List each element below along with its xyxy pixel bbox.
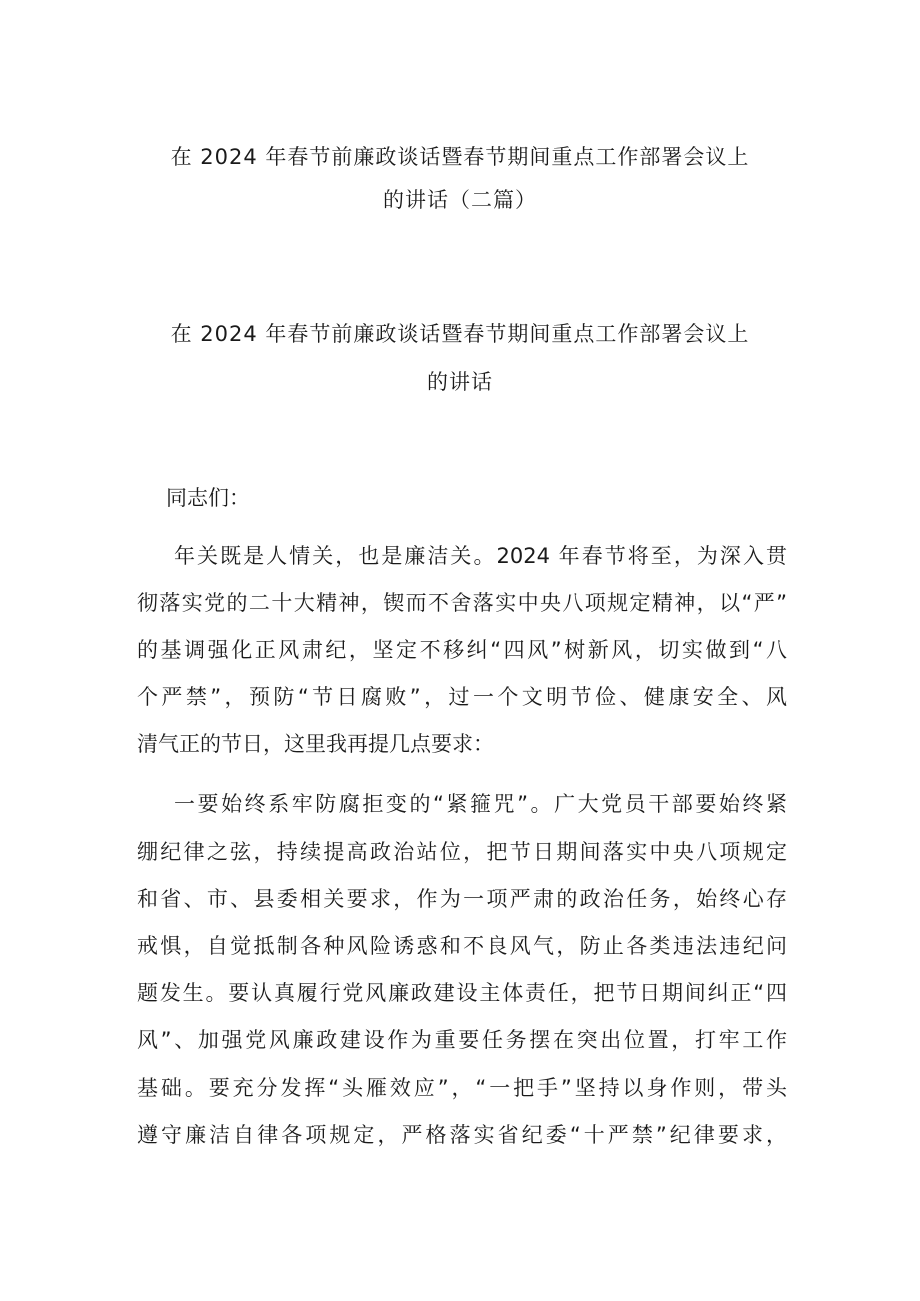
sub-title-line-2: 的讲话: [427, 370, 493, 394]
main-title-line-2: 的讲话（二篇）: [383, 188, 537, 212]
paragraph-2-line: 戒惧，自觉抵制各种风险诱惑和不良风气，防止各类违法违纪问: [137, 934, 787, 958]
paragraph-2-line: 遵守廉洁自律各项规定，严格落实省纪委“十严禁”纪律要求，: [137, 1123, 787, 1147]
paragraph-2-line: 题发生。要认真履行党风廉政建设主体责任，把节日期间纠正“四: [137, 981, 787, 1005]
paragraph-2-line: 绷纪律之弦，持续提高政治站位，把节日期间落实中央八项规定: [137, 840, 787, 864]
paragraph-1-line: 年关既是人情关，也是廉洁关。2024 年春节将至，为深入贯: [174, 544, 787, 568]
salutation: 同志们：: [166, 486, 250, 510]
paragraph-1-line: 清气正的节日，这里我再提几点要求：: [137, 732, 494, 756]
paragraph-2-line: 风”、加强党风廉政建设作为重要任务摆在突出位置，打牢工作: [137, 1028, 787, 1052]
paragraph-1-line: 个严禁”，预防“节日腐败”，过一个文明节俭、健康安全、风: [137, 685, 787, 709]
main-title-line-1: 在 2024 年春节前廉政谈话暨春节期间重点工作部署会议上: [170, 145, 750, 169]
paragraph-2-line: 基础。要充分发挥“头雁效应”，“一把手”坚持以身作则，带头: [137, 1076, 787, 1100]
paragraph-2-line: 和省、市、县委相关要求，作为一项严肃的政治任务，始终心存: [137, 887, 787, 911]
paragraph-1-line: 彻落实党的二十大精神，锲而不舍落实中央八项规定精神，以“严”: [137, 591, 787, 615]
paragraph-2-line: 一要始终系牢防腐拒变的“紧箍咒”。广大党员干部要始终紧: [174, 792, 787, 816]
sub-title-line-1: 在 2024 年春节前廉政谈话暨春节期间重点工作部署会议上: [170, 322, 750, 346]
paragraph-1-line: 的基调强化正风肃纪，坚定不移纠“四风”树新风，切实做到“八: [137, 638, 787, 662]
